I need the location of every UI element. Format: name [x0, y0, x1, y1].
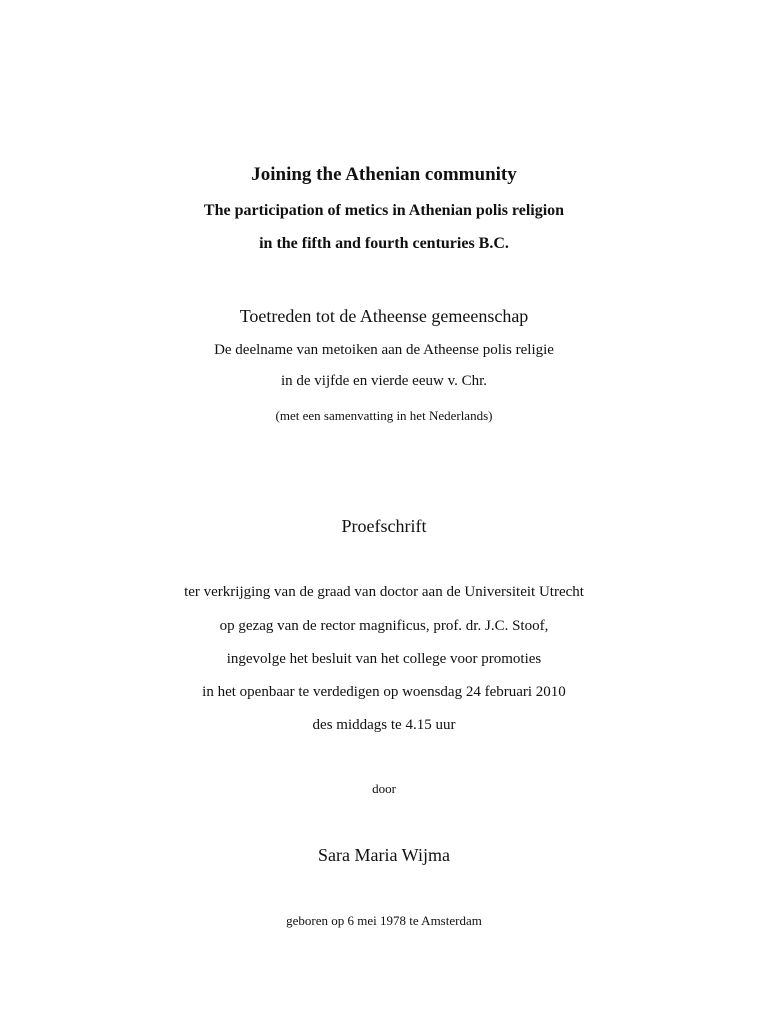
by-label: door — [372, 781, 396, 796]
english-subtitle-line-2: in the fifth and fourth centuries B.C. — [259, 235, 509, 252]
english-subtitle-line-1: The participation of metics in Athenian polis religion — [203, 202, 565, 219]
defense-line-4: in het openbaar te verdedigen op woensdag 24 februari 2010 — [202, 684, 566, 700]
dutch-summary-note: (met een samenvatting in het Nederlands) — [275, 408, 493, 423]
english-title: Joining the Athenian community — [251, 164, 517, 185]
dutch-subtitle-line-2: in de vijfde en vierde eeuw v. Chr. — [280, 373, 488, 389]
defense-line-3: ingevolge het besluit van het college voor promoties — [226, 651, 542, 667]
defense-line-2: op gezag van de rector magnificus, prof. dr. J.C. Stoof, — [219, 618, 549, 634]
dutch-subtitle-line-1: De deelname van metoiken aan de Atheense polis religie — [214, 342, 554, 358]
defense-line-5: des middags te 4.15 uur — [312, 717, 456, 733]
author-name: Sara Maria Wijma — [318, 845, 450, 865]
document-type: Proefschrift — [341, 516, 427, 536]
author-birth-info: geboren op 6 mei 1978 te Amsterdam — [286, 913, 482, 928]
dutch-title: Toetreden tot de Atheense gemeenschap — [239, 306, 529, 326]
defense-line-1: ter verkrijging van de graad van doctor aan de Universiteit Utrecht — [184, 584, 584, 600]
